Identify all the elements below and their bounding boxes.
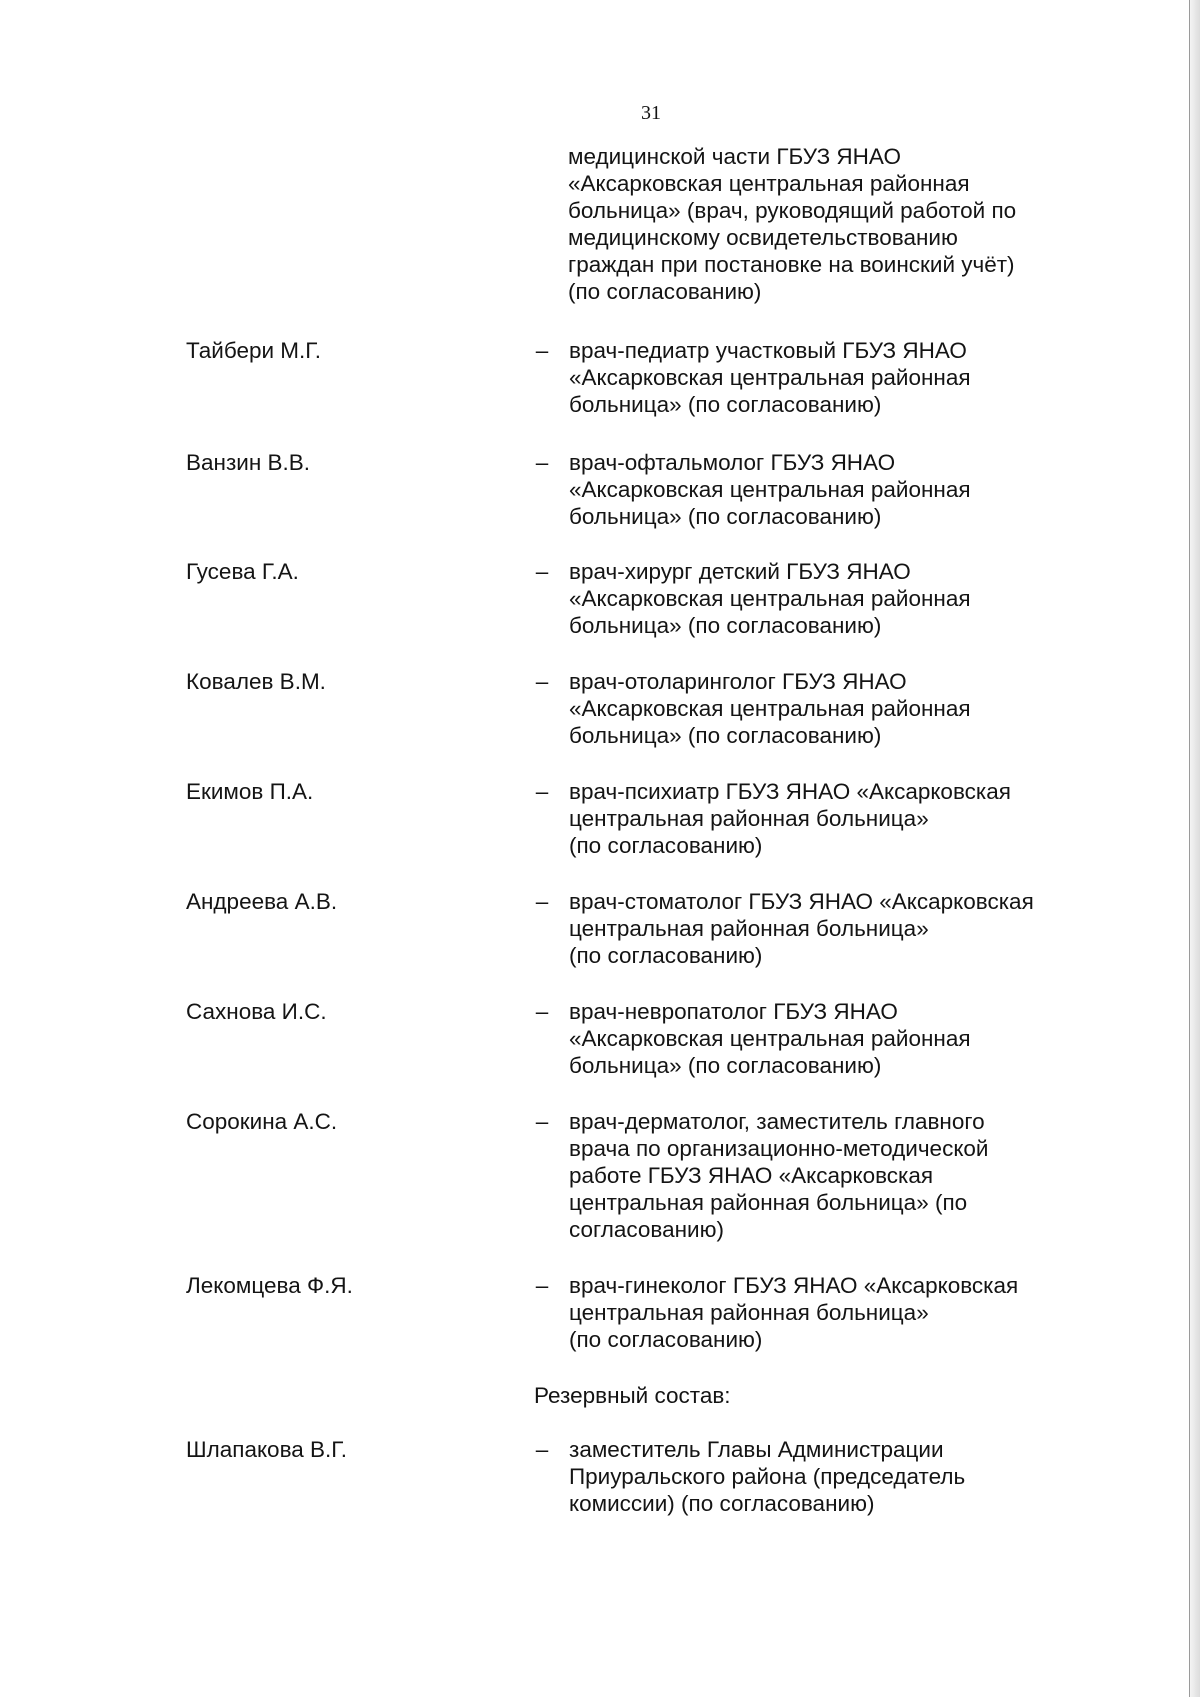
member-name: Сахнова И.С.: [186, 999, 327, 1024]
dash-separator: –: [535, 559, 549, 584]
member-name: Ковалев В.М.: [186, 669, 326, 694]
member-name: Ванзин В.В.: [186, 450, 311, 475]
dash-separator: –: [535, 338, 549, 363]
dash-separator: –: [535, 1109, 549, 1134]
dash-separator: –: [535, 1273, 549, 1298]
member-position: заместитель Главы Администрации Приуральского района (председатель комиссии) (по согласованию): [569, 1437, 966, 1516]
reserve-heading: Резервный состав:: [534, 1383, 731, 1408]
page-number: 31: [641, 102, 661, 124]
member-position: врач-офтальмолог ГБУЗ ЯНАО «Аксарковская центральная районная больница» (по согласованию): [569, 450, 971, 529]
member-name: Лекомцева Ф.Я.: [186, 1273, 353, 1298]
member-name: Екимов П.А.: [186, 779, 314, 804]
dash-separator: –: [535, 999, 549, 1024]
member-position: врач-отоларинголог ГБУЗ ЯНАО «Аксарковская центральная районная больница» (по согласованию): [569, 669, 971, 748]
dash-separator: –: [535, 1437, 549, 1462]
continuation-text: медицинской части ГБУЗ ЯНАО «Аксарковская центральная районная больница» (врач, руководящий работой по медицинскому освидетельствованию граждан при постановке на воинский учёт) (по согласованию): [568, 144, 1017, 304]
member-name: Гусева Г.А.: [186, 559, 299, 584]
member-position: врач-педиатр участковый ГБУЗ ЯНАО «Аксарковская центральная районная больница» (по согласованию): [569, 338, 971, 417]
dash-separator: –: [535, 450, 549, 475]
member-position: врач-гинеколог ГБУЗ ЯНАО «Аксарковская центральная районная больница» (по согласованию): [569, 1273, 1019, 1352]
dash-separator: –: [535, 779, 549, 804]
member-position: врач-хирург детский ГБУЗ ЯНАО «Аксарковская центральная районная больница» (по согласованию): [569, 559, 971, 638]
dash-separator: –: [535, 669, 549, 694]
member-position: врач-дерматолог, заместитель главного врача по организационно-методической работе ГБУЗ ЯНАО «Аксарковская центральная районная больница» (по согласованию): [569, 1109, 989, 1242]
member-position: врач-психиатр ГБУЗ ЯНАО «Аксарковская центральная районная больница» (по согласованию): [569, 779, 1011, 858]
member-name: Шлапакова В.Г.: [186, 1437, 347, 1462]
member-name: Сорокина А.С.: [186, 1109, 338, 1134]
member-position: врач-стоматолог ГБУЗ ЯНАО «Аксарковская центральная районная больница» (по согласованию): [569, 889, 1034, 968]
member-name: Андреева А.В.: [186, 889, 338, 914]
page-edge: [1189, 0, 1200, 1697]
member-name: Тайбери М.Г.: [186, 338, 321, 363]
dash-separator: –: [535, 889, 549, 914]
member-position: врач-невропатолог ГБУЗ ЯНАО «Аксарковская центральная районная больница» (по согласованию): [569, 999, 971, 1078]
